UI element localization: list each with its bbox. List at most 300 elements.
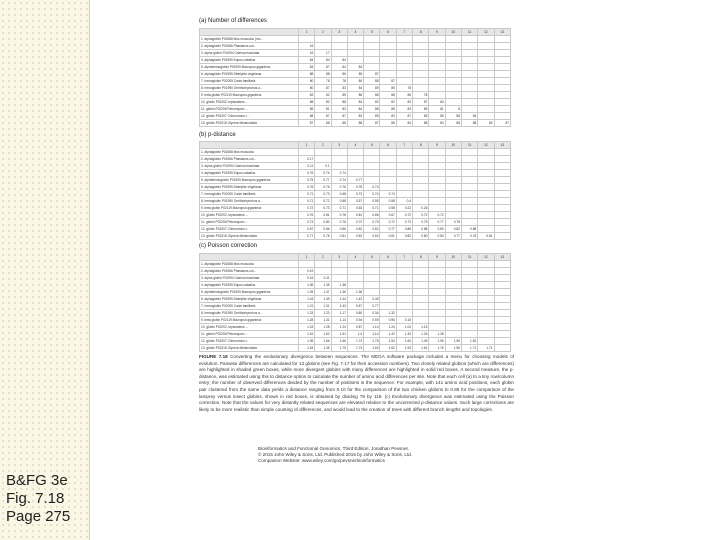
matrix-cell: 88 [364, 78, 380, 85]
panel-label: (c) Poisson correction [199, 243, 258, 249]
matrix-cell [445, 282, 461, 289]
matrix-cell [478, 113, 494, 120]
matrix-cell [413, 43, 429, 50]
matrix-cell: 0.17 [299, 156, 315, 163]
column-header: 4 [347, 254, 363, 261]
matrix-cell: 1.76 [364, 338, 380, 345]
row-sequence-name: 7. hemoglobin P02005 Canis familiaris [200, 303, 299, 310]
matrix-cell [396, 36, 412, 43]
matrix-cell: 88 [364, 92, 380, 99]
matrix-cell: 87 [331, 113, 347, 120]
column-header: 8 [413, 142, 429, 149]
matrix-cell [413, 261, 429, 268]
matrix-cell [494, 345, 510, 352]
table-row [200, 85, 511, 92]
column-header: 13 [494, 142, 510, 149]
column-header: 12 [478, 29, 494, 36]
matrix-cell [478, 71, 494, 78]
row-sequence-name: 1. alphaglobin P02088 Mus musculus (mo... [200, 36, 299, 43]
matrix-cell [347, 163, 363, 170]
panel-label: (a) Number of differences [199, 18, 267, 24]
matrix-cell: 0.22 [396, 205, 412, 212]
matrix-cell: 1.38 [331, 282, 347, 289]
matrix-cell [494, 85, 510, 92]
matrix-cell [461, 268, 477, 275]
matrix-cell: 81 [429, 106, 445, 113]
column-header: 3 [331, 254, 347, 261]
row-sequence-name: 11. globin P02208 Petromyzon ... [200, 331, 299, 338]
row-sequence-name: 2. alphaglobin P01966 Phasianus col... [200, 268, 299, 275]
matrix-cell: 0.87 [347, 324, 363, 331]
matrix-cell: 87 [315, 64, 331, 71]
matrix-cell: 83 [299, 92, 315, 99]
matrix-cell: 0.75 [413, 219, 429, 226]
column-header: 2 [315, 29, 331, 36]
matrix-cell [445, 303, 461, 310]
matrix-cell: 88 [299, 71, 315, 78]
matrix-cell [396, 268, 412, 275]
column-header: 2 [315, 142, 331, 149]
matrix-cell: 88 [445, 113, 461, 120]
matrix-cell: 0.82 [364, 233, 380, 240]
matrix-cell: 0.72 [396, 212, 412, 219]
matrix-cell [445, 170, 461, 177]
matrix-cell: 0.81 [380, 233, 396, 240]
matrix-cell [429, 317, 445, 324]
column-header: 7 [396, 29, 412, 36]
matrix-cell: 1.49 [413, 338, 429, 345]
matrix-cell [413, 149, 429, 156]
table-row [200, 113, 511, 120]
matrix-cell: 84 [347, 106, 363, 113]
table-row [200, 345, 511, 352]
matrix-cell [413, 296, 429, 303]
figure-caption-label: FIGURE 7.18 [199, 354, 228, 359]
matrix-cell: 1.14 [364, 331, 380, 338]
matrix-cell [396, 64, 412, 71]
matrix-cell [364, 57, 380, 64]
matrix-cell: 1.60 [396, 338, 412, 345]
matrix-cell [429, 184, 445, 191]
matrix-cell: 0.73 [299, 219, 315, 226]
matrix-cell [445, 92, 461, 99]
matrix-cell: 0.73 [315, 191, 331, 198]
column-header: 5 [364, 29, 380, 36]
matrix-cell: 0.80 [429, 226, 445, 233]
matrix-cell [413, 177, 429, 184]
matrix-cell: 0.76 [299, 184, 315, 191]
matrix-cell [461, 92, 477, 99]
matrix-cell: 82 [315, 99, 331, 106]
matrix-cell: 0.73 [315, 205, 331, 212]
matrix-cell [461, 331, 477, 338]
matrix-cell: 83 [429, 99, 445, 106]
matrix-cell [445, 275, 461, 282]
matrix-cell [478, 303, 494, 310]
matrix-cell [331, 36, 347, 43]
matrix-cell [429, 71, 445, 78]
matrix-cell [461, 303, 477, 310]
matrix-cell [445, 324, 461, 331]
matrix-cell [494, 212, 510, 219]
matrix-cell [413, 78, 429, 85]
matrix-cell [380, 177, 396, 184]
matrix-cell [494, 219, 510, 226]
matrix-cell [364, 282, 380, 289]
matrix-cell [494, 99, 510, 106]
matrix-cell: 1.26 [413, 331, 429, 338]
matrix-cell [331, 275, 347, 282]
matrix-cell: 1.61 [413, 345, 429, 352]
distance-matrix-table [199, 28, 511, 127]
matrix-cell [429, 50, 445, 57]
matrix-cell [494, 177, 510, 184]
matrix-cell: 0.72 [347, 219, 363, 226]
matrix-cell [461, 310, 477, 317]
matrix-cell: 80 [299, 78, 315, 85]
column-header: 3 [331, 142, 347, 149]
matrix-cell [445, 289, 461, 296]
table-row [200, 43, 511, 50]
matrix-cell: 0.76 [299, 212, 315, 219]
row-sequence-name: 9. beta globin P02119 Macropus giganteus [200, 205, 299, 212]
matrix-cell: 88 [331, 99, 347, 106]
row-sequence-name: 1. alphaglobin P02088 Mus musculus [200, 149, 299, 156]
matrix-cell [478, 198, 494, 205]
matrix-cell [494, 106, 510, 113]
matrix-cell: 87 [494, 120, 510, 127]
matrix-cell [461, 282, 477, 289]
matrix-cell [396, 184, 412, 191]
matrix-cell: 86 [380, 120, 396, 127]
matrix-cell: 1.23 [299, 310, 315, 317]
column-header: 10 [445, 29, 461, 36]
matrix-cell [396, 282, 412, 289]
caption-page: Page 275 [6, 508, 71, 525]
matrix-cell: 0.77 [347, 177, 363, 184]
matrix-cell [364, 64, 380, 71]
matrix-cell: 84 [461, 113, 477, 120]
table-header-row [200, 254, 511, 261]
matrix-cell [461, 198, 477, 205]
matrix-cell [461, 78, 477, 85]
matrix-cell: 1.35 [299, 338, 315, 345]
caption-figure: Fig. 7.18 [6, 490, 65, 507]
matrix-cell [413, 57, 429, 64]
matrix-cell [396, 303, 412, 310]
matrix-cell [478, 338, 494, 345]
matrix-cell: 0.71 [299, 191, 315, 198]
matrix-cell [429, 57, 445, 64]
matrix-cell [347, 43, 363, 50]
matrix-cell [478, 78, 494, 85]
matrix-cell [494, 50, 510, 57]
matrix-cell [478, 106, 494, 113]
matrix-cell [494, 324, 510, 331]
matrix-cell [429, 261, 445, 268]
matrix-cell: 0.16 [299, 275, 315, 282]
matrix-cell: 0.81 [315, 212, 331, 219]
matrix-cell: 0.80 [315, 219, 331, 226]
matrix-cell [396, 149, 412, 156]
matrix-cell: 85 [413, 113, 429, 120]
matrix-cell [494, 36, 510, 43]
matrix-cell [494, 57, 510, 64]
matrix-cell [461, 85, 477, 92]
matrix-cell: 0.78 [315, 233, 331, 240]
matrix-cell [478, 43, 494, 50]
matrix-cell [494, 338, 510, 345]
table-row [200, 303, 511, 310]
matrix-cell: 1.51 [331, 331, 347, 338]
row-sequence-name: 6. alphaglobin P01995 Didelphis virginiana [200, 71, 299, 78]
matrix-cell: 0.72 [299, 205, 315, 212]
matrix-cell [331, 43, 347, 50]
matrix-cell [429, 163, 445, 170]
distance-matrix-table [199, 141, 511, 240]
matrix-cell: 1.28 [299, 317, 315, 324]
matrix-cell: 0.74 [364, 191, 380, 198]
matrix-cell [478, 184, 494, 191]
matrix-cell [461, 156, 477, 163]
column-header: 3 [331, 29, 347, 36]
matrix-cell [396, 296, 412, 303]
matrix-cell [478, 92, 494, 99]
row-sequence-name: 2. alphaglobin P01966 Phasianus col... [200, 43, 299, 50]
matrix-cell: 1.76 [429, 345, 445, 352]
matrix-cell [461, 289, 477, 296]
matrix-cell [413, 64, 429, 71]
matrix-cell: 1.14 [364, 324, 380, 331]
matrix-cell [445, 149, 461, 156]
table-row [200, 310, 511, 317]
matrix-cell: 88 [299, 113, 315, 120]
matrix-cell: 0.77 [315, 177, 331, 184]
column-header: 5 [364, 254, 380, 261]
matrix-cell [445, 64, 461, 71]
matrix-cell: 84 [429, 120, 445, 127]
matrix-cell: 1.53 [396, 345, 412, 352]
matrix-cell [429, 205, 445, 212]
matrix-cell [478, 205, 494, 212]
table-row [200, 226, 511, 233]
table-row [200, 268, 511, 275]
matrix-cell [364, 289, 380, 296]
row-sequence-name: 1. alphaglobin P02088 Mus musculus [200, 261, 299, 268]
column-header: 11 [461, 29, 477, 36]
row-sequence-name: 13. globin P02215 Glycera dibranchiata [200, 345, 299, 352]
matrix-cell: 86 [347, 92, 363, 99]
column-header: 12 [478, 254, 494, 261]
matrix-cell [445, 296, 461, 303]
matrix-cell: 1.42 [380, 331, 396, 338]
matrix-cell [494, 289, 510, 296]
row-sequence-name: 6. alphaglobin P01995 Didelphis virginiana [200, 184, 299, 191]
matrix-cell: 0.82 [364, 226, 380, 233]
matrix-cell: 1.51 [299, 331, 315, 338]
row-sequence-name: 10. globin P02202 Lepisosteus ... [200, 324, 299, 331]
matrix-cell [347, 275, 363, 282]
matrix-cell [445, 156, 461, 163]
matrix-cell [494, 92, 510, 99]
matrix-cell: 0.82 [347, 233, 363, 240]
matrix-cell [396, 275, 412, 282]
matrix-cell: 0.72 [413, 212, 429, 219]
matrix-cell [347, 57, 363, 64]
matrix-cell [461, 261, 477, 268]
matrix-cell: 0.82 [347, 226, 363, 233]
matrix-cell [429, 177, 445, 184]
matrix-cell [315, 156, 331, 163]
column-header: 11 [461, 142, 477, 149]
matrix-cell: 1.62 [315, 331, 331, 338]
matrix-cell: 87 [380, 78, 396, 85]
matrix-cell [478, 50, 494, 57]
matrix-cell: 0.34 [364, 310, 380, 317]
matrix-cell [396, 289, 412, 296]
matrix-cell: 82 [380, 99, 396, 106]
matrix-cell: 0.58 [380, 198, 396, 205]
matrix-cell: 1.39 [299, 289, 315, 296]
table-corner [200, 142, 299, 149]
matrix-cell [461, 57, 477, 64]
matrix-cell [494, 261, 510, 268]
matrix-cell: 0.76 [331, 184, 347, 191]
matrix-cell: 1.47 [315, 289, 331, 296]
matrix-cell: 1.24 [380, 324, 396, 331]
matrix-cell [299, 36, 315, 43]
matrix-cell [331, 149, 347, 156]
matrix-cell: 87 [396, 113, 412, 120]
table-row [200, 205, 511, 212]
matrix-cell [380, 296, 396, 303]
matrix-cell [364, 177, 380, 184]
matrix-cell [380, 64, 396, 71]
matrix-cell [445, 36, 461, 43]
matrix-cell [478, 156, 494, 163]
matrix-cell: 0.73 [347, 191, 363, 198]
matrix-cell: 89 [364, 113, 380, 120]
matrix-cell [364, 50, 380, 57]
matrix-cell [445, 205, 461, 212]
table-row [200, 106, 511, 113]
figure-caption [199, 354, 514, 413]
matrix-cell: 85 [347, 71, 363, 78]
matrix-cell [478, 317, 494, 324]
matrix-cell: 0.71 [364, 205, 380, 212]
matrix-cell [380, 275, 396, 282]
table-row [200, 219, 511, 226]
matrix-cell [315, 268, 331, 275]
matrix-cell [364, 149, 380, 156]
row-sequence-name: 5. alphahemoglobin P01993 Macropus giganteus [200, 177, 299, 184]
matrix-cell: 88 [445, 120, 461, 127]
row-sequence-name: 3. alpha globin P01994 Cairina moschata [200, 50, 299, 57]
column-header: 8 [413, 29, 429, 36]
matrix-cell: 0.80 [413, 233, 429, 240]
matrix-cell: 1.32 [380, 310, 396, 317]
matrix-cell: 0.59 [364, 317, 380, 324]
matrix-cell: 0.74 [315, 170, 331, 177]
matrix-cell [461, 99, 477, 106]
matrix-cell: 0.19 [299, 268, 315, 275]
table-row [200, 296, 511, 303]
row-sequence-name: 5. alphahemoglobin P01993 Macropus giganteus [200, 64, 299, 71]
matrix-cell [413, 191, 429, 198]
matrix-cell [347, 36, 363, 43]
matrix-cell [494, 331, 510, 338]
matrix-cell: 0.82 [396, 233, 412, 240]
slide-caption [6, 472, 70, 526]
matrix-cell: 0.83 [429, 233, 445, 240]
table-row [200, 50, 511, 57]
matrix-cell [396, 50, 412, 57]
matrix-cell [429, 198, 445, 205]
matrix-cell: 1.56 [445, 338, 461, 345]
sidebar-divider [89, 0, 90, 540]
row-sequence-name: 8. hemoglobin P01990 Ornithorhynchus a... [200, 198, 299, 205]
row-sequence-name: 9. beta globin P02119 Macropus giganteus [200, 92, 299, 99]
matrix-cell [478, 219, 494, 226]
matrix-cell [461, 43, 477, 50]
matrix-cell: 78 [413, 92, 429, 99]
column-header: 11 [461, 254, 477, 261]
matrix-cell [380, 71, 396, 78]
figure-caption-text: Converting the evolutionary divergence between sequences. The MEGA software package includes a menu for choosing models of evolution. Pairwise differences are calculated for 13 globins (see Fig. 7.17 for their accession numbers). Two closely related globins (which are differences) are highlighted in shaded green boxes, while more divergent globins with many differences are highlighted in solid red boxes. A second measure, the p-distance, was estimated using this to distance option to calculate the number of amino acid differences per site. Note that each cell (a) to a tiny row/column entry; the number of observed differences divided by the number of positions in the sequence. For example, with 141 amino acid positions, each globin pair clustered from the same data yields a distance ranging from 0.10 for the comparison of the two chicken globins to 0.86 for the comparison of the lamprey versus insect globins, shown in red boxes, is obtained by dividing 79 by 119. (c) Evolutionary divergence was estimated using the Poisson correction. Note that the values for very distantly related sequences are elevated relative to the uncorrected p-distance values. Such large corrections are likely to be more realistic than simple counting of differences, and would lead to the creation of trees with different branch lengths and topologies. [199, 354, 514, 412]
matrix-cell [494, 205, 510, 212]
matrix-cell: 0.87 [299, 226, 315, 233]
matrix-cell [461, 149, 477, 156]
matrix-cell: 1.55 [445, 345, 461, 352]
matrix-cell: 0.71 [331, 205, 347, 212]
matrix-cell: 83 [331, 106, 347, 113]
matrix-cell [413, 275, 429, 282]
matrix-cell: 0.67 [347, 303, 363, 310]
matrix-cell [494, 191, 510, 198]
matrix-cell: 1.66 [331, 338, 347, 345]
matrix-cell: 84 [315, 57, 331, 64]
matrix-cell [396, 310, 412, 317]
matrix-cell [461, 212, 477, 219]
matrix-cell [429, 78, 445, 85]
matrix-cell [396, 261, 412, 268]
matrix-cell [364, 156, 380, 163]
matrix-cell [315, 43, 331, 50]
matrix-cell [494, 233, 510, 240]
matrix-cell [380, 170, 396, 177]
matrix-cell: 0.72 [429, 212, 445, 219]
column-header: 1 [299, 142, 315, 149]
column-header: 6 [380, 254, 396, 261]
table-header-row [200, 29, 511, 36]
matrix-cell: 0.4 [396, 198, 412, 205]
matrix-cell: 17 [315, 50, 331, 57]
matrix-cell [413, 85, 429, 92]
matrix-cell [478, 36, 494, 43]
matrix-cell: 82 [364, 99, 380, 106]
matrix-cell: 83 [347, 113, 363, 120]
matrix-cell: 0.82 [445, 226, 461, 233]
matrix-cell: 0.1 [315, 163, 331, 170]
table-row [200, 275, 511, 282]
matrix-cell [478, 212, 494, 219]
matrix-cell: 84 [396, 120, 412, 127]
matrix-cell [478, 99, 494, 106]
matrix-cell [429, 296, 445, 303]
matrix-cell: 0.86 [331, 226, 347, 233]
matrix-cell [413, 170, 429, 177]
matrix-cell [413, 156, 429, 163]
